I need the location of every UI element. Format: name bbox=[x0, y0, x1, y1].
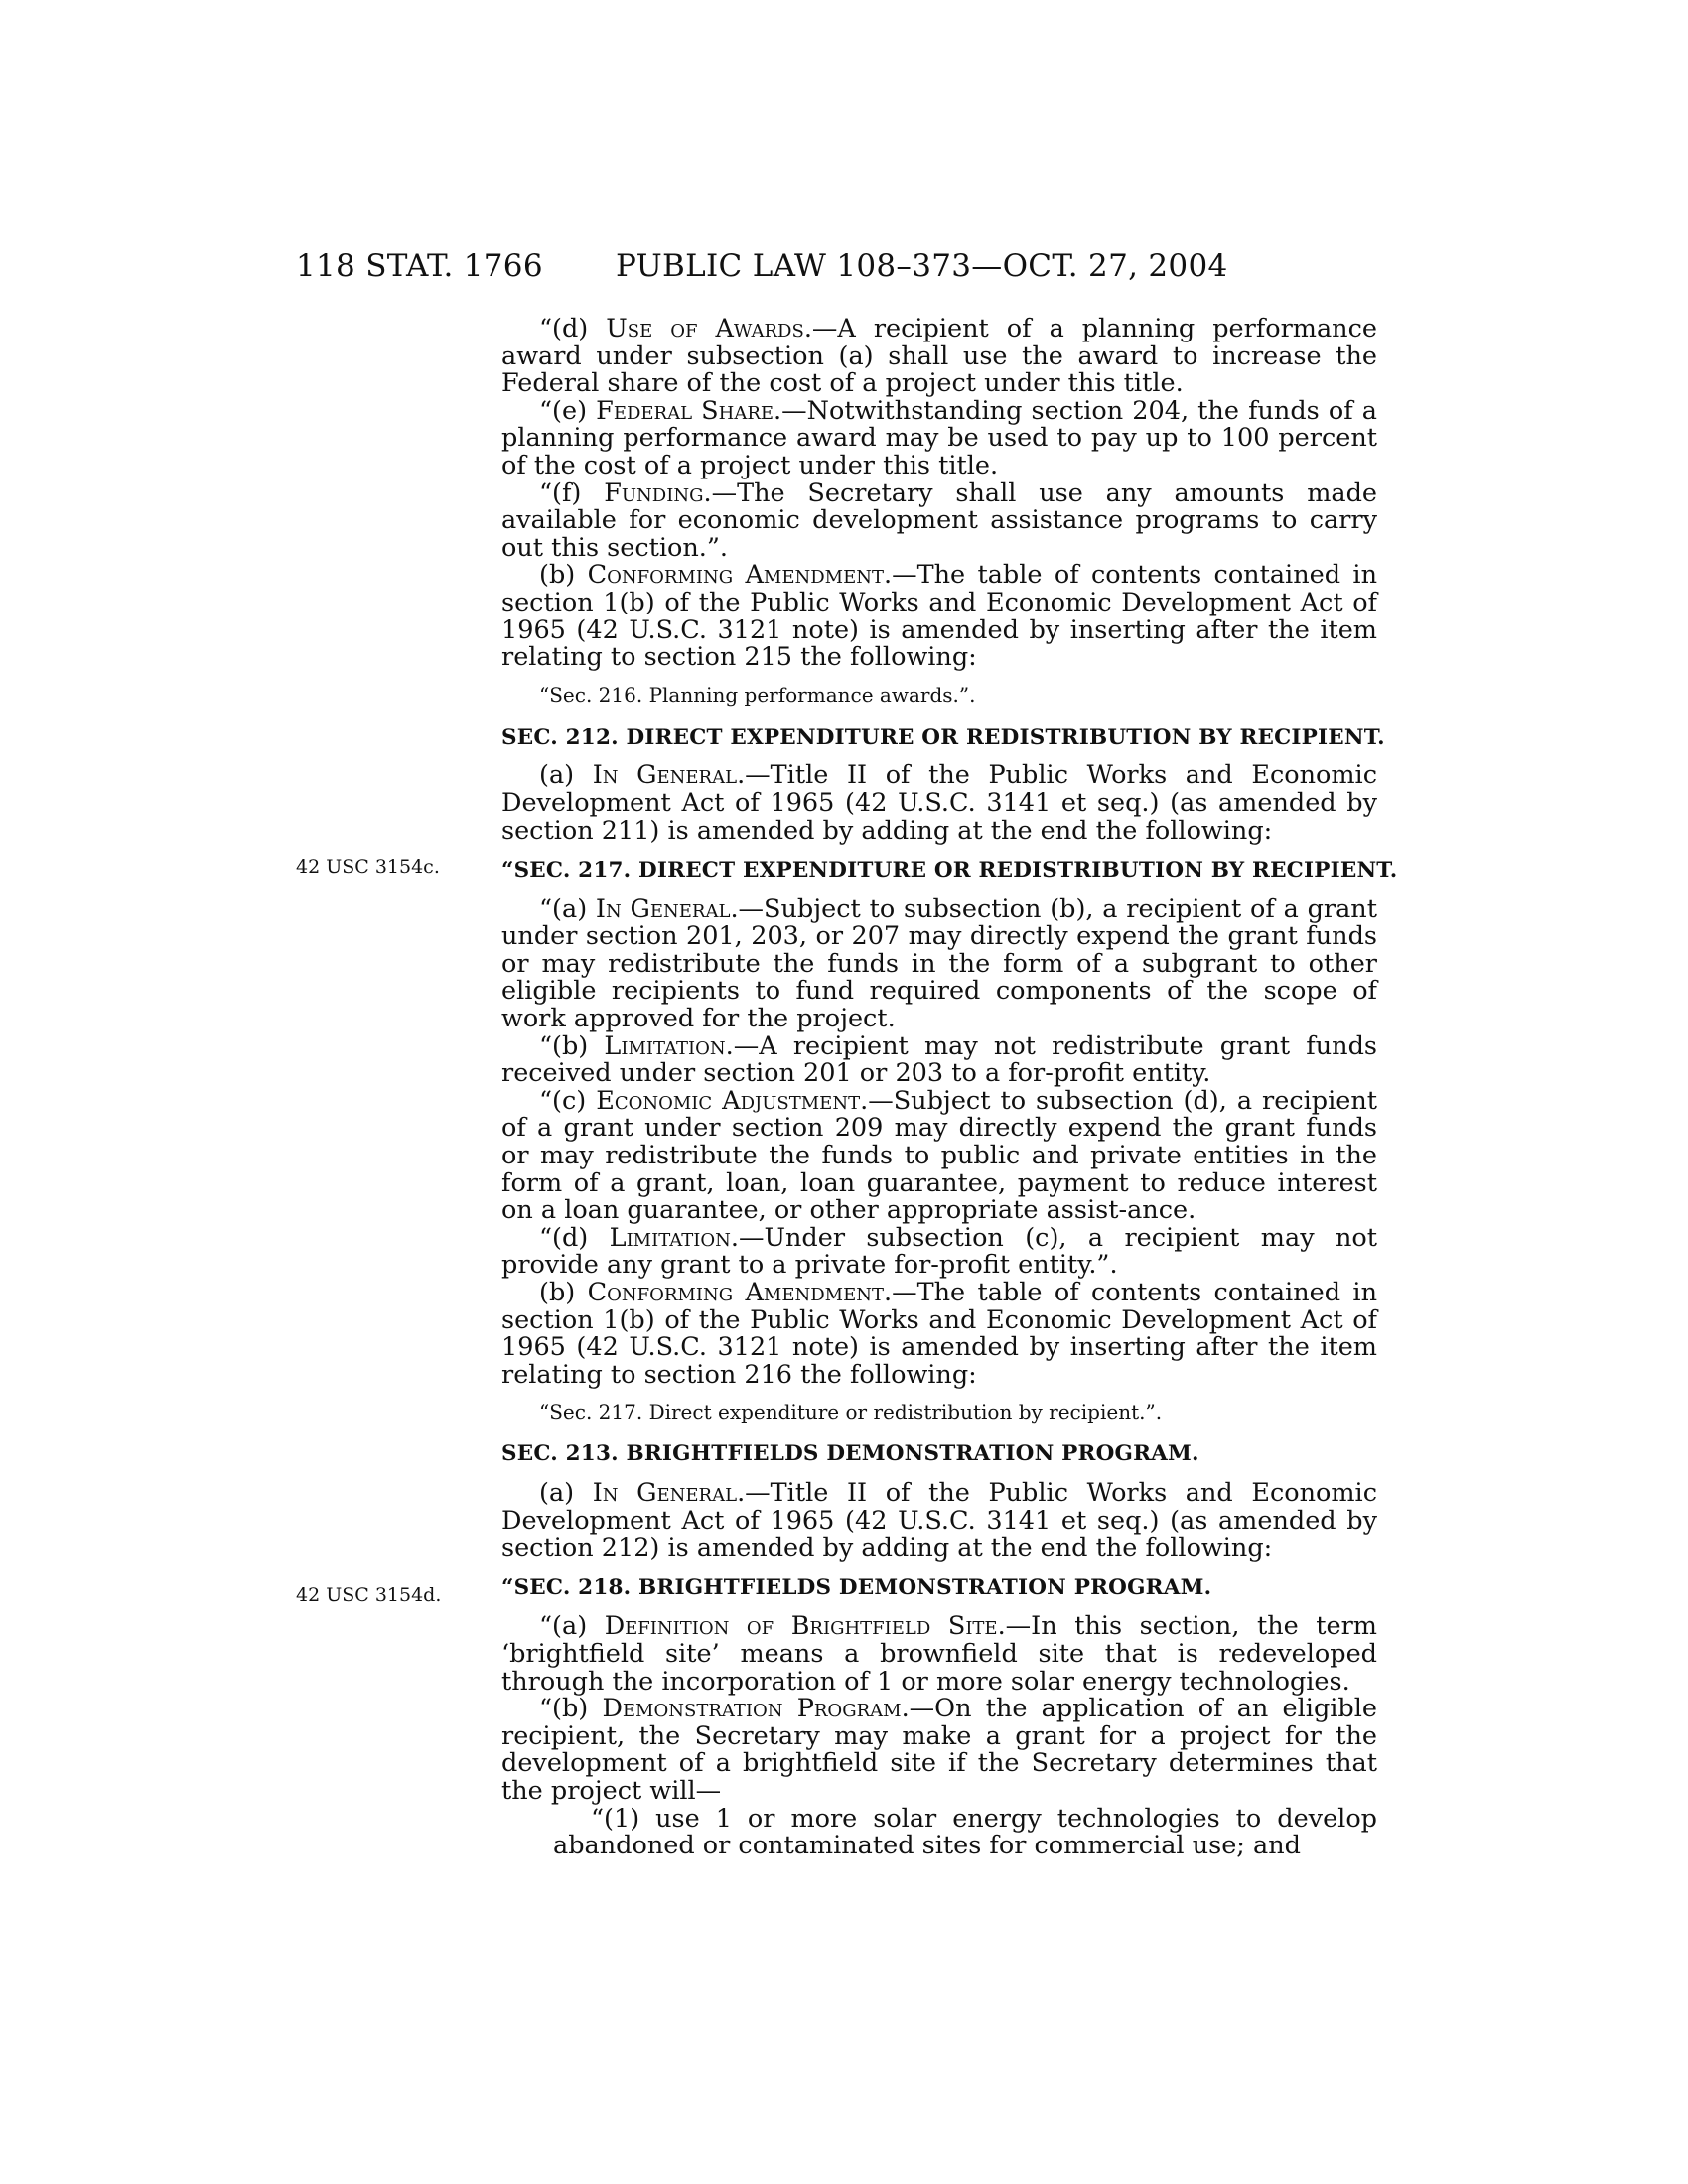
running-header: PUBLIC LAW 108–373—OCT. 27, 2004 bbox=[616, 248, 1228, 284]
paragraph-b-conforming-amendment-1: (b) Conforming Amendment.—The table of contents contained in section 1(b) of the Public Works and Economic Development Act of 1965 (42 U.S.C. 3121 note) is amended by inserting after the item relating to section 215 the following: bbox=[501, 560, 1378, 673]
paragraph-b-218-demonstration-program: “(b) Demonstration Program.—On the application of an eligible recipient, the Secretary may make a grant for a project for the development of a brightfield site if the Secretary determines that the project will— bbox=[501, 1694, 1377, 1806]
paragraph-e-federal-share: “(e) Federal Share.—Notwithstanding section 204, the funds of a planning performance award may be used to pay up to 100 percent of the cost of a project under this title. bbox=[501, 395, 1377, 480]
paragraph-c-217-economic-adjustment: “(c) Economic Adjustment.—Subject to subsection (d), a recipient of a grant under section 209 may directly expend the grant funds or may redistribute the funds to public and private entities in the form of a grant, loan, loan guarantee, payment to reduce interest on a loan guarantee, or other appropriate assist-ance. bbox=[501, 1085, 1378, 1226]
statute-page-number: 118 STAT. 1766 bbox=[296, 248, 543, 284]
section-heading-212: SEC. 212. DIRECT EXPENDITURE OR REDISTRIBUTION BY RECIPIENT. bbox=[501, 724, 1385, 750]
paragraph-f-funding: “(f) Funding.—The Secretary shall use any amounts made available for economic development assistance programs to carry out this section.”. bbox=[501, 478, 1377, 563]
paragraph-a-213-in-general: (a) In General.—Title II of the Public Works and Economic Development Act of 1965 (42 U.S.C. 3141 et seq.) (as amended by section 212) is amended by adding at the end the following: bbox=[501, 1477, 1377, 1564]
paragraph-a-218-definition: “(a) Definition of Brightfield Site.—In this section, the term ‘brightfield site’ means a brownfield site that is redeveloped through the incorporation of 1 or more solar energy technologies. bbox=[501, 1611, 1377, 1697]
margin-note-3154d: 42 USC 3154d. bbox=[296, 1584, 442, 1606]
paragraph-b-217-limitation: “(b) Limitation.—A recipient may not redistribute grant funds received under section 201 or 203 to a for-profit entity. bbox=[501, 1030, 1377, 1089]
section-heading-217: “SEC. 217. DIRECT EXPENDITURE OR REDISTRIBUTION BY RECIPIENT. bbox=[501, 858, 1398, 884]
paragraph-a-212-in-general: (a) In General.—Title II of the Public Works and Economic Development Act of 1965 (42 U.S.C. 3141 et seq.) (as amended by section 211) is amended by adding at the end the following: bbox=[501, 760, 1377, 846]
section-heading-213: SEC. 213. BRIGHTFIELDS DEMONSTRATION PROGRAM. bbox=[501, 1441, 1199, 1467]
toc-item-216: “Sec. 216. Planning performance awards.”. bbox=[539, 682, 976, 707]
toc-item-217: “Sec. 217. Direct expenditure or redistribution by recipient.”. bbox=[539, 1400, 1163, 1425]
paragraph-1-solar-technologies: “(1) use 1 or more solar energy technologies to develop abandoned or contaminated sites for commercial use; and bbox=[553, 1803, 1377, 1861]
paragraph-b-conforming-amendment-2: (b) Conforming Amendment.—The table of contents contained in section 1(b) of the Public Works and Economic Development Act of 1965 (42 U.S.C. 3121 note) is amended by inserting after the item relating to section 216 the following: bbox=[501, 1278, 1378, 1390]
paragraph-d-217-limitation: “(d) Limitation.—Under subsection (c), a recipient may not provide any grant to a private for-profit entity.”. bbox=[501, 1222, 1377, 1281]
paragraph-a-217-in-general: “(a) In General.—Subject to subsection (b), a recipient of a grant under section 201, 203, or 207 may directly expend the grant funds or may redistribute the funds in the form of a subgrant to other eligible recipients to fund required components of the scope of work approved for the project. bbox=[501, 893, 1377, 1034]
margin-note-3154c: 42 USC 3154c. bbox=[296, 856, 440, 878]
main-text-column bbox=[501, 314, 1398, 1861]
paragraph-d-use-of-awards: “(d) Use of Awards.—A recipient of a planning performance award under subsection (a) shall use the award to increase the Federal share of the cost of a project under this title. bbox=[501, 314, 1377, 399]
section-heading-218: “SEC. 218. BRIGHTFIELDS DEMONSTRATION PROGRAM. bbox=[501, 1574, 1212, 1600]
